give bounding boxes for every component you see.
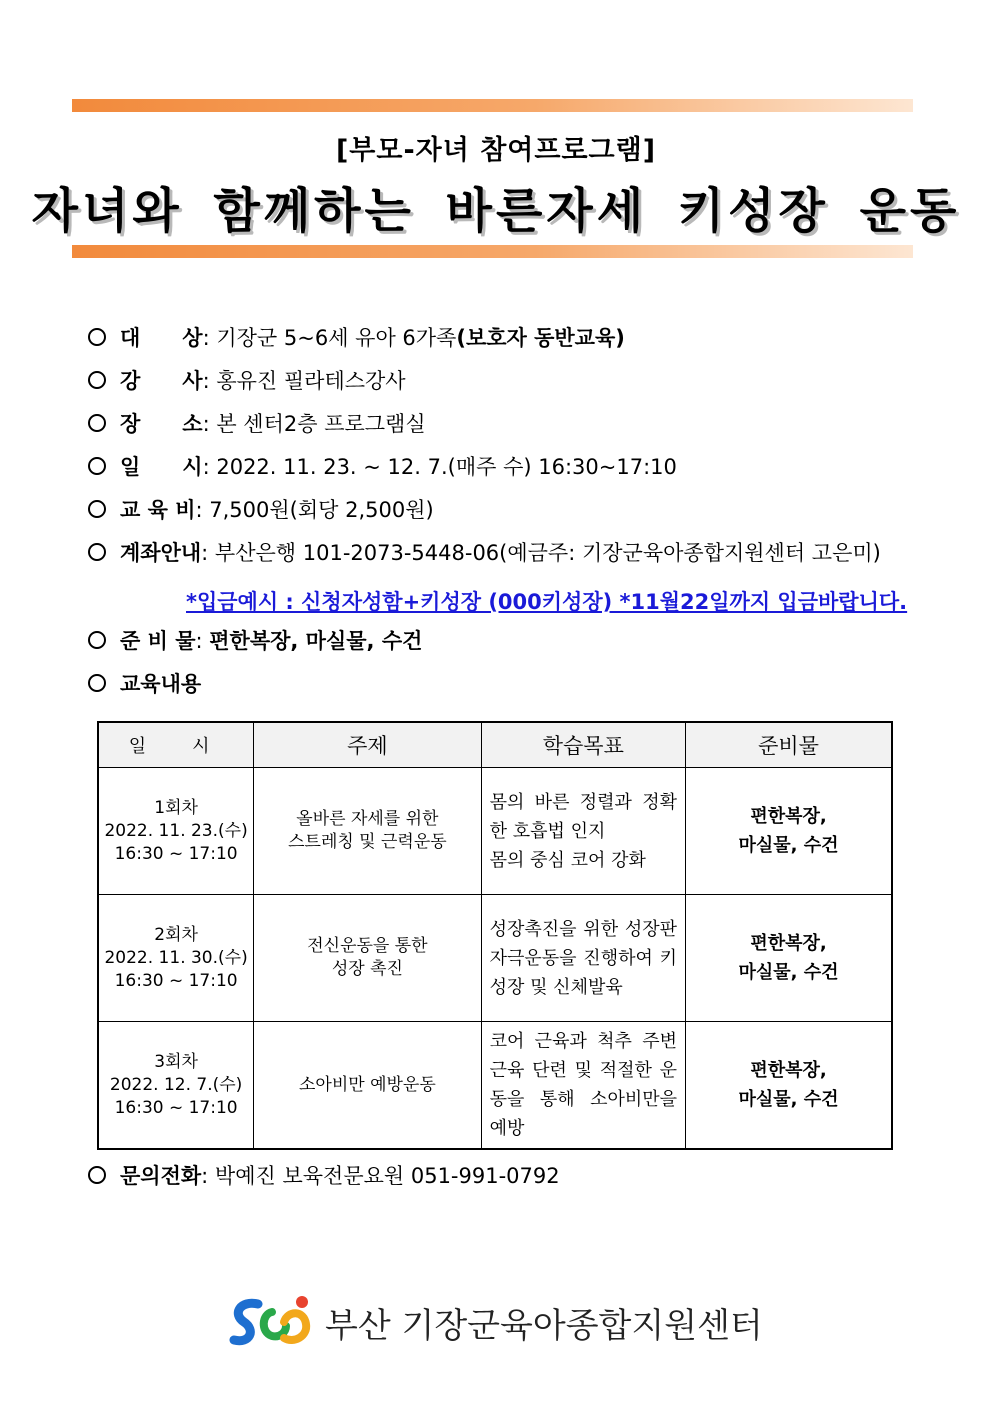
topic-cell: 소아비만 예방운동 [254, 1022, 481, 1150]
table-row [98, 1022, 892, 1150]
deposit-note: *입금예시 : 신청자성함+키성장 (000키성장) *11월22일까지 입금바랍니다. [186, 590, 908, 614]
goal-cell: 코어 근육과 척추 주변 근육 단련 및 적절한 운동을 통해 소아비만을 예방 [481, 1022, 685, 1150]
table-header-row [98, 722, 892, 768]
bullet-icon [88, 328, 106, 346]
header-prep: 준비물 [686, 722, 892, 768]
bullet-icon [88, 414, 106, 432]
info-target: 대 상: 기장군 5~6세 유아 6가족(보호자 동반교육) [88, 326, 625, 350]
bullet-icon [88, 543, 106, 561]
topic-cell: 올바른 자세를 위한 스트레칭 및 근력운동 [254, 768, 481, 895]
table-row [98, 768, 892, 895]
bullet-icon [88, 457, 106, 475]
content-heading: 교육내용 [88, 672, 201, 696]
info-schedule: 일 시: 2022. 11. 23. ~ 12. 7.(매주 수) 16:30~17:10 [88, 455, 677, 479]
prep-cell: 편한복장, 마실물, 수건 [686, 1022, 892, 1150]
info-instructor: 강 사: 홍유진 필라테스강사 [88, 369, 406, 393]
header-topic: 주제 [254, 722, 481, 768]
bullet-icon [88, 371, 106, 389]
header-datetime: 일 시 [98, 722, 254, 768]
info-fee: 교 육 비: 7,500원(회당 2,500원) [88, 498, 434, 522]
bottom-decorative-bar [72, 245, 913, 258]
bullet-icon [88, 674, 106, 692]
top-decorative-bar [72, 99, 913, 112]
topic-cell: 전신운동을 통한 성장 촉진 [254, 895, 481, 1022]
goal-cell: 몸의 바른 정렬과 정확한 호흡법 인지 몸의 중심 코어 강화 [481, 768, 685, 895]
prep-cell: 편한복장, 마실물, 수건 [686, 895, 892, 1022]
prep-cell: 편한복장, 마실물, 수건 [686, 768, 892, 895]
organization-name: 부산 기장군육아종합지원센터 [325, 1306, 763, 1346]
bullet-icon [88, 631, 106, 649]
table-row [98, 895, 892, 1022]
center-logo-icon [228, 1292, 318, 1352]
header-goal: 학습목표 [481, 722, 685, 768]
bullet-icon [88, 500, 106, 518]
goal-cell: 성장촉진을 위한 성장판 자극운동을 진행하여 키 성장 및 신체발육 [481, 895, 685, 1022]
info-preparation: 준 비 물: 편한복장, 마실물, 수건 [88, 629, 422, 653]
page-title: 자녀와 함께하는 바른자세 키성장 운동 [31, 183, 961, 239]
program-category: [부모-자녀 참여프로그램] [335, 135, 657, 166]
info-location: 장 소: 본 센터2층 프로그램실 [88, 412, 426, 436]
info-account: 계좌안내: 부산은행 101-2073-5448-06(예금주: 기장군육아종합지원센터 고은미) [88, 541, 881, 565]
schedule-table [97, 721, 893, 1150]
session-cell: 1회차 2022. 11. 23.(수) 16:30 ~ 17:10 [98, 768, 254, 895]
session-cell: 2회차 2022. 11. 30.(수) 16:30 ~ 17:10 [98, 895, 254, 1022]
info-contact: 문의전화: 박예진 보육전문요원 051-991-0792 [88, 1164, 560, 1188]
session-cell: 3회차 2022. 12. 7.(수) 16:30 ~ 17:10 [98, 1022, 254, 1150]
bullet-icon [88, 1166, 106, 1184]
